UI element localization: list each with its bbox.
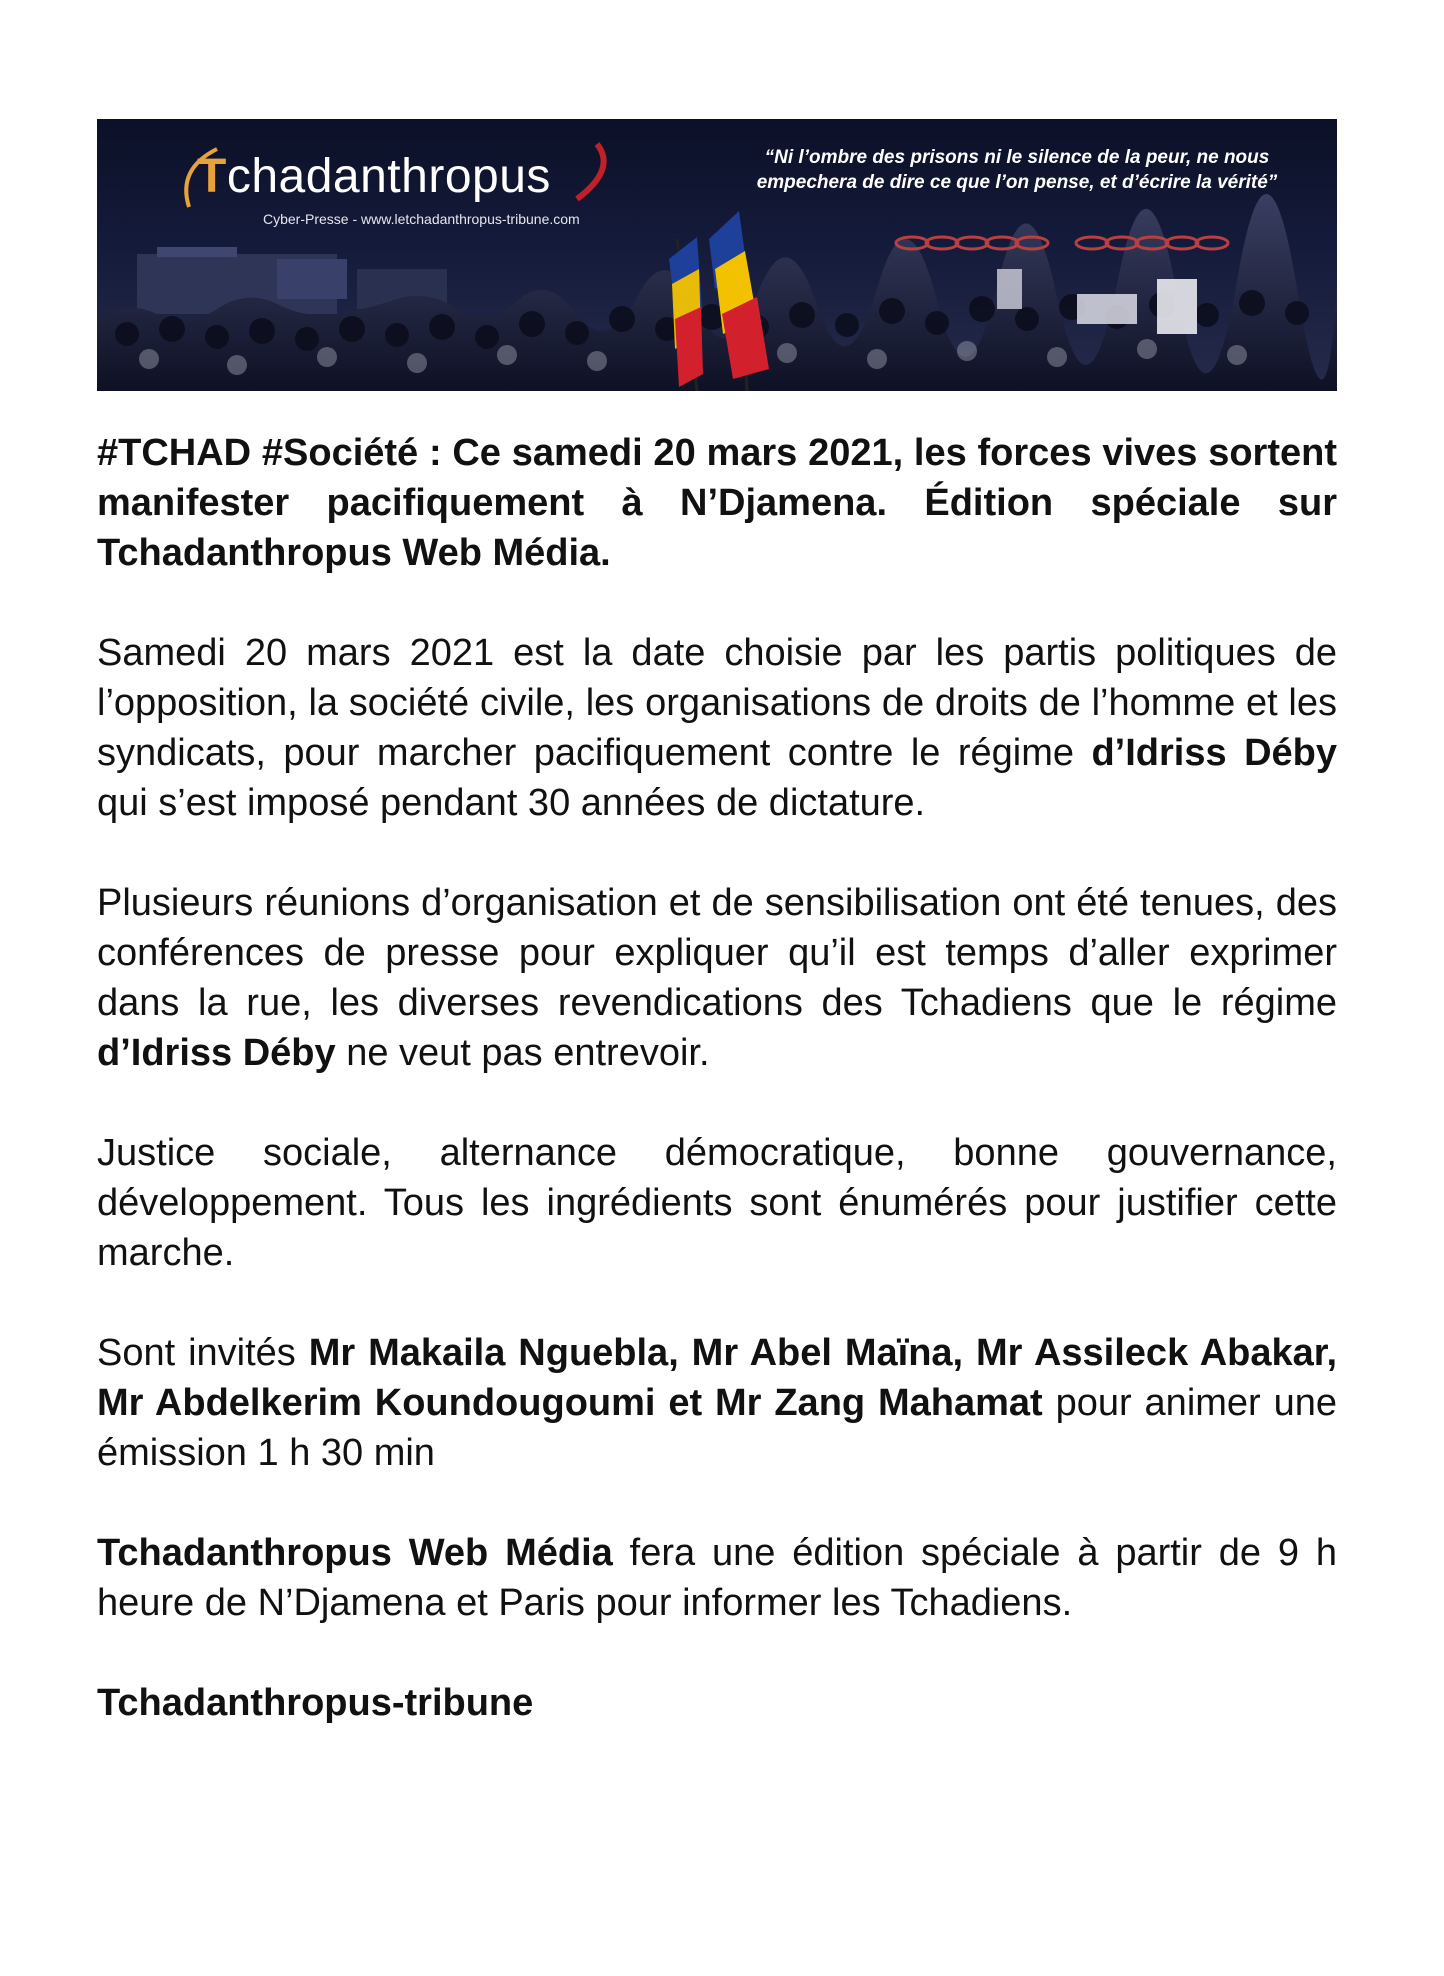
- p1-text-end: qui s’est imposé pendant 30 années de dictature.: [97, 782, 926, 824]
- brand-logo: [197, 149, 551, 204]
- article-body: [97, 428, 1337, 1778]
- banner-quote: “Ni l’ombre des prisons ni le silence de la peur, ne nous empechera de dire ce que l’on pense, et d’écrire la vérité”: [756, 147, 1278, 193]
- article-headline: #TCHAD #Société : Ce samedi 20 mars 2021, les forces vives sortent manifester pacifiquement à N’Djamena. Édition spéciale sur Tchadanthropus Web Média.: [97, 432, 1337, 574]
- p1-bold: d’Idriss Déby: [1091, 732, 1337, 774]
- p4-text: Sont invités: [97, 1332, 309, 1374]
- p4-guests: Mr Makaila Nguebla, Mr Abel Maïna, Mr Assileck Abakar, Mr Abdelkerim Koundougoumi et Mr Zang Mahamat: [97, 1332, 1338, 1424]
- p5-bold: Tchadanthropus Web Média: [97, 1532, 613, 1574]
- article-signature: Tchadanthropus-tribune: [97, 1682, 534, 1724]
- brand-logo-name: chadanthropus: [226, 150, 551, 203]
- paragraph-1: [97, 628, 1337, 828]
- p2-bold: d’Idriss Déby: [97, 1032, 336, 1074]
- paragraph-3: Justice sociale, alternance démocratique, bonne gouvernance, développement. Tous les ingrédients sont énumérés pour justifier cette marche.: [97, 1132, 1337, 1274]
- p2-text-end: ne veut pas entrevoir.: [335, 1032, 710, 1074]
- paragraph-4: [97, 1328, 1337, 1478]
- p2-text: Plusieurs réunions d’organisation et de sensibilisation ont été tenues, des conférences de presse pour expliquer qu’il est temps d’aller exprimer dans la rue, les diverses revendications des Tchadiens que le régime: [97, 882, 1337, 1024]
- brand-tagline: Cyber-Presse - www.letchadanthropus-tribune.com: [263, 211, 580, 227]
- p4-text-end: pour animer une émission 1 h 30 min: [97, 1382, 1337, 1474]
- paragraph-5: [97, 1528, 1337, 1628]
- p5-text: fera une édition spéciale à partir de 9 h heure de N’Djamena et Paris pour informer les Tchadiens.: [97, 1532, 1337, 1624]
- p1-text: Samedi 20 mars 2021 est la date choisie par les partis politiques de l’opposition, la société civile, les organisations de droits de l’homme et les syndicats, pour marcher pacifiquement contre le régime: [97, 632, 1337, 774]
- brand-logo-initial: T: [197, 150, 227, 203]
- chain-decoration: [896, 237, 1228, 249]
- header-banner: [97, 119, 1337, 391]
- paragraph-2: [97, 878, 1337, 1078]
